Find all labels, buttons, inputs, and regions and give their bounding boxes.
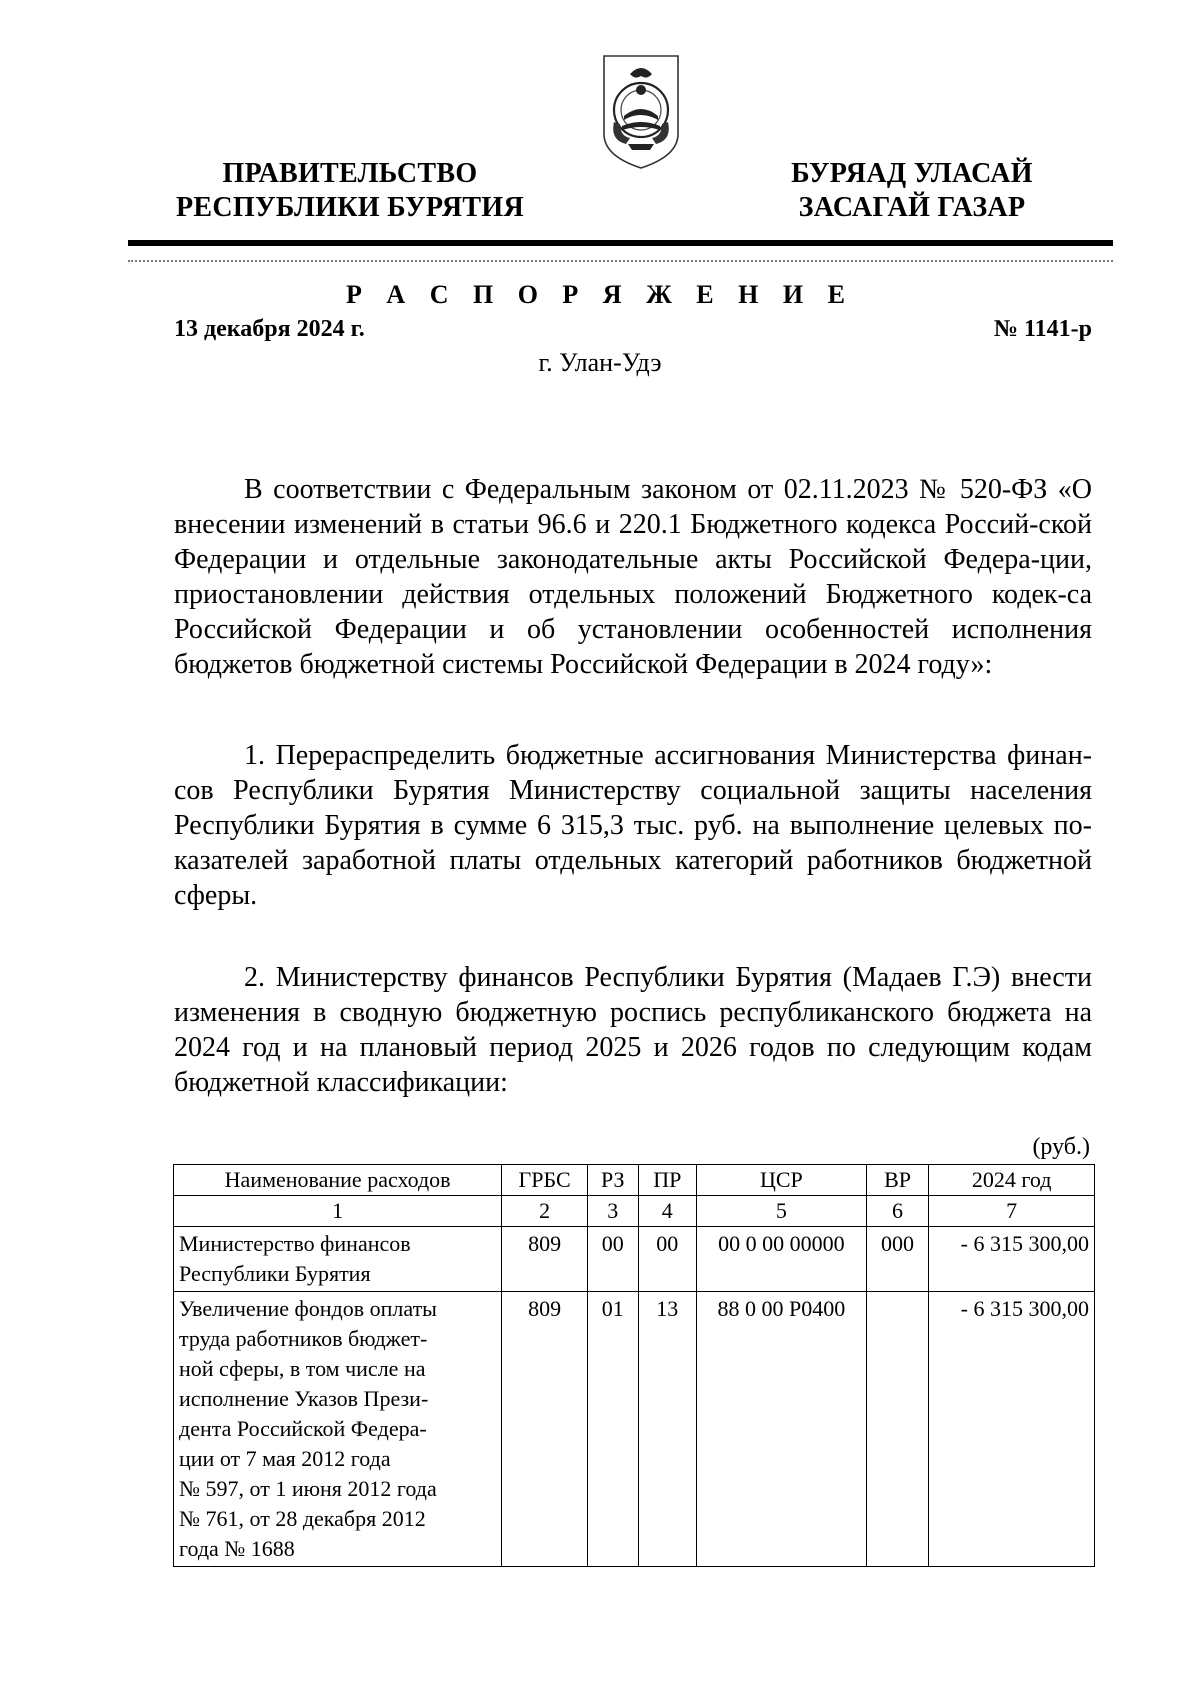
column-number: 6 [866, 1196, 929, 1227]
paragraph-item-1: 1. Перераспределить бюджетные ассигнования Министерства финан-сов Республики Бурятия Министерству социальной защиты населения Республики Бурятия в сумме 6 315,3 тыс. руб. на выполнение целевых по-казателей заработной платы отдельных категорий работников бюджетной сферы. [174, 740, 1092, 911]
table-header-row [174, 1165, 1095, 1196]
header-divider [128, 240, 1113, 246]
grbs-cell: 809 [502, 1292, 588, 1567]
column-number: 3 [588, 1196, 638, 1227]
column-number: 2 [502, 1196, 588, 1227]
header-pr: ПР [638, 1165, 697, 1196]
expense-name-line: дента Российской Федера- [179, 1416, 427, 1441]
table-row [174, 1292, 1095, 1567]
header-csr: ЦСР [697, 1165, 867, 1196]
column-number: 4 [638, 1196, 697, 1227]
document-type: Р А С П О Р Я Ж Е Н И Е [346, 280, 854, 309]
header-rz: РЗ [588, 1165, 638, 1196]
document-city: г. Улан-Удэ [538, 348, 662, 377]
column-number: 1 [174, 1196, 502, 1227]
government-name-buryat-line1: БУРЯАД УЛАСАЙ [791, 158, 1033, 189]
budget-table [173, 1164, 1095, 1567]
government-name-russian [165, 157, 535, 225]
rz-cell: 00 [588, 1227, 638, 1292]
expense-name-line: Увеличение фондов оплаты [179, 1296, 437, 1321]
document-number: № 1141-р [993, 316, 1092, 342]
rz-cell: 01 [588, 1292, 638, 1567]
header-year-2024: 2024 год [929, 1165, 1095, 1196]
column-number: 5 [697, 1196, 867, 1227]
expense-name-line: № 597, от 1 июня 2012 года [179, 1476, 437, 1501]
table-column-numbers-row [174, 1196, 1095, 1227]
expense-name-line: ной сферы, в том числе на [179, 1356, 426, 1381]
expense-name-line: № 761, от 28 декабря 2012 [179, 1506, 426, 1531]
government-name-line2: РЕСПУБЛИКИ БУРЯТИЯ [176, 192, 524, 223]
government-name-buryat [762, 157, 1062, 225]
paragraph-item-2: 2. Министерству финансов Республики Бурятия (Мадаев Г.Э) внести изменения в сводную бюджетную роспись республиканского бюджета на 2024 год и на плановый период 2025 и 2026 годов по следующим кодам бюджетной классификации: [174, 962, 1092, 1098]
amount-cell: - 6 315 300,00 [929, 1292, 1095, 1567]
expense-name-line: года № 1688 [179, 1536, 295, 1561]
table-unit: (руб.) [1032, 1134, 1090, 1160]
document-date: 13 декабря 2024 г. [174, 316, 365, 342]
government-name-line1: ПРАВИТЕЛЬСТВО [222, 158, 478, 189]
grbs-cell: 809 [502, 1227, 588, 1292]
expense-name-cell [174, 1227, 502, 1292]
pr-cell: 00 [638, 1227, 697, 1292]
column-number: 7 [929, 1196, 1095, 1227]
pr-cell: 13 [638, 1292, 697, 1567]
header-expense-name: Наименование расходов [174, 1165, 502, 1196]
amount-cell: - 6 315 300,00 [929, 1227, 1095, 1292]
expense-name-line: ции от 7 мая 2012 года [179, 1446, 391, 1471]
coat-of-arms-icon [600, 52, 682, 172]
expense-name-line: исполнение Указов Прези- [179, 1386, 429, 1411]
expense-name-line: Министерство финансов [179, 1231, 411, 1256]
header-dotted-divider [128, 260, 1113, 262]
expense-name-cell [174, 1292, 502, 1567]
csr-cell: 88 0 00 Р0400 [697, 1292, 867, 1567]
government-name-buryat-line2: ЗАСАГАЙ ГАЗАР [798, 192, 1026, 223]
preamble-paragraph: В соответствии с Федеральным законом от 02.11.2023 № 520-ФЗ «О внесении изменений в статьи 96.6 и 220.1 Бюджетного кодекса Россий-ской Федерации и отдельные законодательные акты Российской Федера-ции, приостановлении действия отдельных положений Бюджетного кодек-са Российской Федерации и об установлении особенностей исполнения бюджетов бюджетной системы Российской Федерации в 2024 году»: [174, 474, 1092, 680]
header-grbs: ГРБС [502, 1165, 588, 1196]
csr-cell: 00 0 00 00000 [697, 1227, 867, 1292]
vr-cell: 000 [866, 1227, 929, 1292]
vr-cell [866, 1292, 929, 1567]
expense-name-line: труда работников бюджет- [179, 1326, 428, 1351]
expense-name-line: Республики Бурятия [179, 1261, 371, 1286]
table-row [174, 1227, 1095, 1292]
header-vr: ВР [866, 1165, 929, 1196]
